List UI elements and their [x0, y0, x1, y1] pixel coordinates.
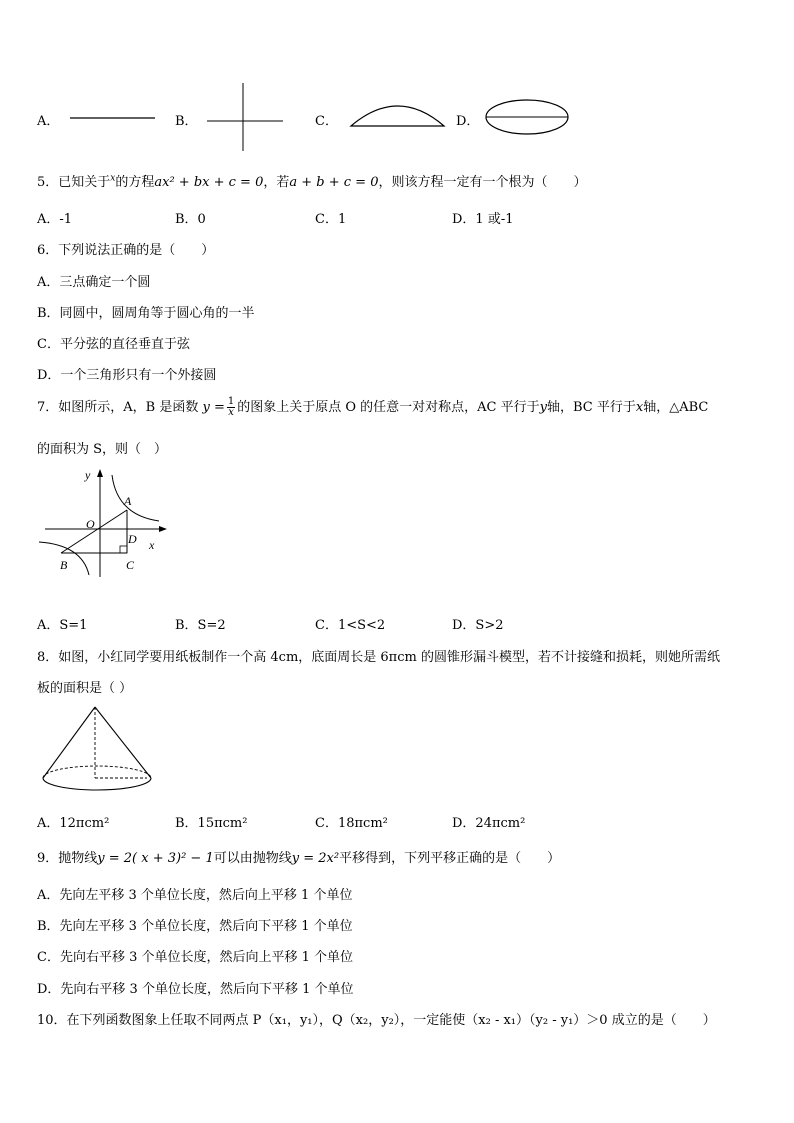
q8-option-b: B．15πcm²: [175, 816, 248, 831]
q5-stem: 5．已知关于$^x$的方程ax² + bx + c = 0，若a + b + c = 0，则该方程一定有一个根为（ ）: [37, 173, 587, 190]
q4-option-a-label: A．: [37, 114, 60, 129]
q7-label-y: y: [85, 468, 91, 482]
q7-fraction: $\frac{1}{x}$: [227, 396, 235, 418]
q7-label-b: B: [60, 558, 68, 572]
q10-stem: 10．在下列函数图象上任取不同两点 P（x₁，y₁），Q（x₂，y₂），一定能使（x₂ - x₁）（y₂ - y₁）＞0 成立的是（ ）: [37, 1013, 716, 1028]
q8-stem-line1: 8．如图，小红同学要用纸板制作一个高 4cm，底面周长是 6πcm 的圆锥形漏斗模型，若不计接缝和损耗，则她所需纸: [37, 650, 720, 665]
q8-option-c: C．18πcm²: [315, 816, 388, 831]
q7-label-o: O: [86, 517, 95, 531]
q9-option-a: A．先向左平移 3 个单位长度，然后向上平移 1 个单位: [37, 888, 353, 903]
q7-label-d: D: [128, 532, 137, 546]
q9-option-c: C．先向右平移 3 个单位长度，然后向上平移 1 个单位: [37, 950, 354, 965]
q9-option-d: D．先向右平移 3 个单位长度，然后向下平移 1 个单位: [37, 982, 354, 997]
q8-option-a: A．12πcm²: [37, 816, 110, 831]
q4-option-c-label: C．: [315, 114, 338, 129]
q5-option-a: A．-1: [37, 212, 73, 227]
q6-option-c: C．平分弦的直径垂直于弦: [37, 337, 190, 352]
q7-label-a: A: [124, 494, 132, 508]
q6-stem: 6．下列说法正确的是（ ）: [37, 243, 215, 258]
q8-stem-line2: 板的面积是（ ）: [37, 681, 133, 696]
q9-stem: 9．抛物线y = 2( x + 3)² − 1可以由抛物线y = 2x²平移得到，下列平移正确的是（ ）: [37, 851, 561, 866]
q7-label-x: x: [149, 538, 155, 552]
q4-option-d-label: D．: [456, 114, 480, 129]
q7-option-c: C．1<S<2: [315, 618, 386, 633]
q4-option-a-line-figure: [70, 110, 160, 124]
q8-option-d: D．24πcm²: [452, 816, 526, 831]
q5-option-d: D．1 或-1: [452, 212, 514, 227]
q7-stem-line2: 的面积为 S，则（ ）: [37, 442, 168, 457]
q5-option-c: C．1: [315, 212, 347, 227]
q7-label-c: C: [126, 558, 135, 572]
q6-option-b: B．同圆中，圆周角等于圆心角的一半: [37, 306, 255, 321]
q5-option-b: B．0: [175, 212, 206, 227]
q9-option-b: B．先向左平移 3 个单位长度，然后向下平移 1 个单位: [37, 919, 353, 934]
q7-option-a: A．S=1: [37, 618, 88, 633]
q6-option-d: D．一个三角形只有一个外接圆: [37, 368, 217, 383]
q7-option-d: D．S>2: [452, 618, 504, 633]
q4-option-b-cross-figure: [207, 83, 287, 153]
q7-hyperbola-figure: [37, 465, 172, 580]
q6-option-a: A．三点确定一个圆: [37, 275, 151, 290]
q8-cone-figure: [37, 705, 162, 795]
q4-option-b-label: B．: [175, 114, 198, 129]
q4-option-c-segment-figure: [348, 100, 448, 130]
q7-option-b: B．S=2: [175, 618, 226, 633]
q7-stem-line1: 7．如图所示，A，B 是函数 y = $\frac{1}{x}$ 的图象上关于原点 O 的任意一对对称点，AC 平行于y轴，BC 平行于x轴，△ABC: [37, 396, 709, 418]
q4-option-d-ellipse-figure: [484, 98, 574, 138]
